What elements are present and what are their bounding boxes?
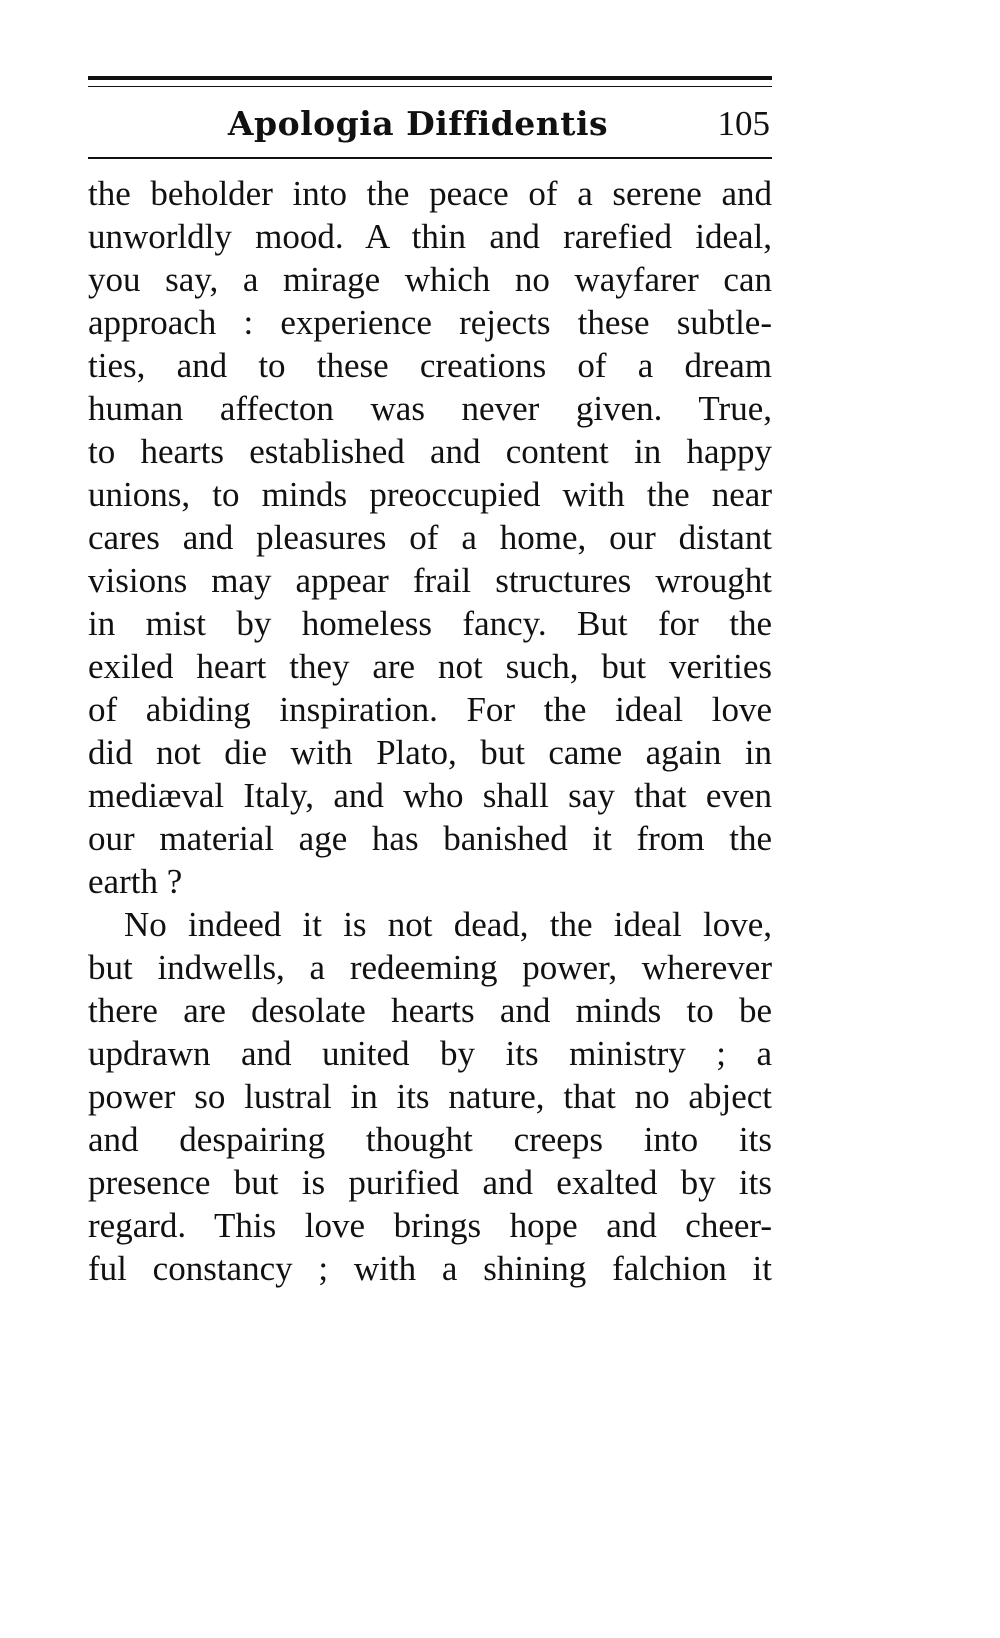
running-title: Apologia Diffidentis: [227, 104, 609, 143]
text-line: approach : experience rejects these subtle-: [88, 303, 772, 342]
text-line: the beholder into the peace of a serene and: [88, 174, 772, 213]
header-rule-bottom: [88, 157, 772, 159]
text-line: earth ?: [88, 862, 183, 901]
page-number: 105: [717, 104, 770, 143]
text-line: and despairing thought creeps into its: [88, 1120, 772, 1159]
text-line: No indeed it is not dead, the ideal love,: [124, 905, 772, 944]
text-line: in mist by homeless fancy. But for the: [88, 604, 772, 643]
header-rule-top-thin: [88, 86, 772, 87]
text-line: human affecton was never given. True,: [88, 389, 772, 428]
text-line: visions may appear frail structures wrought: [88, 561, 772, 600]
text-line: unions, to minds preoccupied with the near: [88, 475, 772, 514]
text-line: to hearts established and content in happy: [88, 432, 772, 471]
text-line: updrawn and united by its ministry ; a: [88, 1034, 772, 1073]
text-line: ful constancy ; with a shining falchion it: [88, 1249, 772, 1288]
text-line: presence but is purified and exalted by its: [88, 1163, 772, 1202]
body-text: [88, 172, 772, 1290]
text-line: cares and pleasures of a home, our distant: [88, 518, 772, 557]
text-line: our material age has banished it from the: [88, 819, 772, 858]
text-line: ties, and to these creations of a dream: [88, 346, 772, 385]
text-line: regard. This love brings hope and cheer-: [88, 1206, 772, 1245]
text-line: power so lustral in its nature, that no abject: [88, 1077, 772, 1116]
text-line: there are desolate hearts and minds to be: [88, 991, 772, 1030]
text-line: unworldly mood. A thin and rarefied ideal,: [88, 217, 772, 256]
text-line: of abiding inspiration. For the ideal love: [88, 690, 772, 729]
text-line: but indwells, a redeeming power, wherever: [88, 948, 772, 987]
running-head: [88, 100, 772, 156]
text-line: exiled heart they are not such, but verities: [88, 647, 772, 686]
text-line: you say, a mirage which no wayfarer can: [88, 260, 772, 299]
text-line: did not die with Plato, but came again in: [88, 733, 772, 772]
paragraph-1: [88, 172, 772, 903]
header-rule-top-thick: [88, 76, 772, 80]
text-line: mediæval Italy, and who shall say that even: [88, 776, 772, 815]
paragraph-2: [88, 903, 772, 1290]
